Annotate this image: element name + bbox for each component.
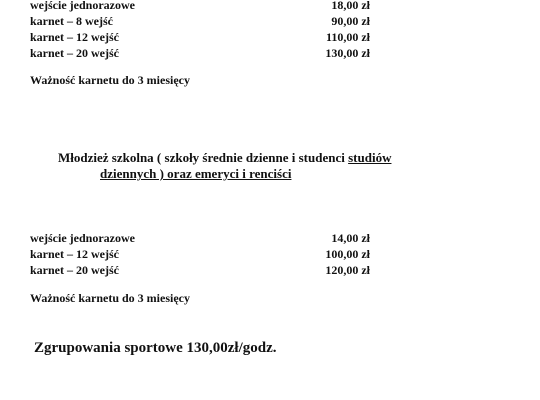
price-row-name: wejście jednorazowe (30, 231, 135, 245)
section-heading-line1 (58, 150, 391, 166)
heading-text: Młodzież szkolna ( szkoły średnie dzienne i studenci (58, 150, 349, 165)
price-row-price: 14,00 zł (331, 231, 370, 245)
section-heading-line2: dziennych ) oraz emeryci i renciści (100, 166, 292, 181)
price-row (30, 262, 370, 278)
price-row-price: 110,00 zł (326, 30, 370, 44)
price-row (30, 230, 370, 246)
price-row (30, 13, 370, 29)
price-row-price: 90,00 zł (331, 14, 370, 28)
price-row (30, 45, 370, 61)
price-row-name: karnet – 20 wejść (30, 263, 119, 277)
price-row-price: 130,00 zł (325, 46, 370, 60)
validity-note: Ważność karnetu do 3 miesięcy (30, 73, 190, 87)
price-row-name: karnet – 8 wejść (30, 14, 113, 28)
heading-underlined-text: studiów (348, 150, 392, 165)
validity-note: Ważność karnetu do 3 miesięcy (30, 291, 190, 305)
price-row-name: karnet – 12 wejść (30, 247, 119, 261)
price-row-name: wejście jednorazowe (30, 0, 135, 12)
price-row-name: karnet – 12 wejść (30, 30, 119, 44)
price-row (30, 246, 370, 262)
price-row-price: 100,00 zł (325, 247, 370, 261)
price-row (30, 29, 370, 45)
price-row-name: karnet – 20 wejść (30, 46, 119, 60)
price-row-price: 120,00 zł (325, 263, 370, 277)
price-row (30, 0, 370, 13)
sport-groups-price: Zgrupowania sportowe 130,00zł/godz. (34, 340, 277, 356)
price-row-price: 18,00 zł (331, 0, 370, 12)
